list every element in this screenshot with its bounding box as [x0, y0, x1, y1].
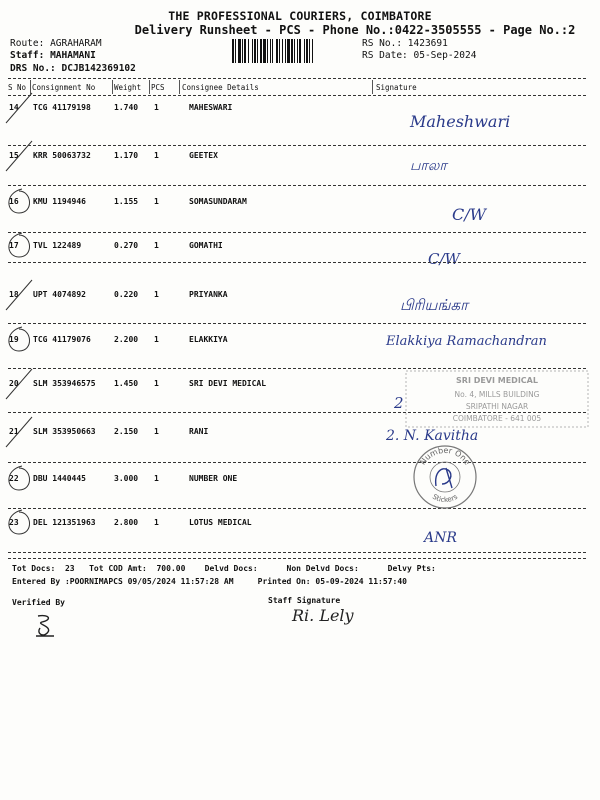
- staff-signature-label: Staff Signature: [268, 596, 341, 605]
- header-bottom-rule: [8, 95, 586, 96]
- col-consignee: Consignee Details: [182, 83, 259, 92]
- sno-handmark-icon: [2, 227, 36, 267]
- row-signature: பாலா: [410, 158, 447, 174]
- row-sno: 15: [9, 151, 19, 160]
- shop-stamp: [404, 369, 590, 429]
- row-pcs: 1: [154, 290, 159, 299]
- row-sno: 20: [9, 379, 19, 388]
- col-signature: Signature: [376, 83, 417, 92]
- row-sno: 16: [9, 197, 19, 206]
- row-separator: [8, 232, 586, 233]
- row-consignment: TCG 41179076: [33, 335, 91, 344]
- row-weight: 2.150: [114, 427, 139, 436]
- row-sno: 23: [9, 518, 19, 527]
- col-pcs: PCS: [151, 83, 165, 92]
- verified-sign-mark: [32, 612, 60, 640]
- totals-top-rule: [8, 558, 586, 559]
- rs-date-line: [362, 50, 476, 61]
- row-consignment: KRR 50063732: [33, 151, 91, 160]
- row-weight: 0.220: [114, 290, 139, 299]
- row-consignment: UPT 4074892: [33, 290, 86, 299]
- row-pcs: 1: [154, 379, 159, 388]
- sno-handmark-icon: [2, 276, 36, 316]
- row-sno: 21: [9, 427, 19, 436]
- row-separator: [8, 185, 586, 186]
- svg-text:Stickers: [431, 493, 459, 505]
- row-consignee: ELAKKIYA: [189, 335, 228, 344]
- round-stamp-top: Number One: [418, 445, 472, 467]
- row-consignment: TVL 122489: [33, 241, 82, 250]
- row-weight: 1.155: [114, 197, 139, 206]
- route-value: AGRAHARAM: [50, 38, 102, 49]
- row-weight: 1.450: [114, 379, 139, 388]
- row-signature: ANR: [424, 530, 457, 546]
- route-line: [10, 38, 102, 49]
- row-consignee: NUMBER ONE: [189, 474, 238, 483]
- row-consignment: SLM 353950663: [33, 427, 96, 436]
- row-consignment: KMU 1194946: [33, 197, 86, 206]
- row-weight: 2.800: [114, 518, 139, 527]
- stamp-line4: COIMBATORE - 641 005: [452, 414, 542, 423]
- rs-no-label: RS No.:: [362, 38, 403, 49]
- row-consignee: SRI DEVI MEDICAL: [189, 379, 267, 388]
- staff-signature-mark: Ri. Lely: [292, 606, 354, 625]
- sno-handmark-icon: [2, 504, 36, 544]
- row-pcs: 1: [154, 151, 159, 160]
- row-consignee: MAHESWARI: [189, 103, 233, 112]
- round-stamp: [412, 444, 478, 510]
- company-name: THE PROFESSIONAL COURIERS, COIMBATORE: [168, 9, 432, 23]
- row-weight: 2.200: [114, 335, 139, 344]
- col-sno: S No: [8, 83, 27, 92]
- row-consignee: GOMATHI: [189, 241, 223, 250]
- staff-label: Staff:: [10, 50, 45, 61]
- col-consignment: Consignment No: [32, 83, 96, 92]
- row-consignee: GEETEX: [189, 151, 218, 160]
- row-pcs: 1: [154, 241, 159, 250]
- row-pcs: 1: [154, 197, 159, 206]
- row-separator: [8, 323, 586, 324]
- sno-handmark-icon: [2, 89, 36, 129]
- row-separator: [8, 145, 586, 146]
- row-separator: [8, 262, 586, 263]
- row-consignment: DBU 1440445: [33, 474, 86, 483]
- row-separator: [8, 462, 586, 463]
- row-signature: 2: [394, 394, 404, 412]
- row-pcs: 1: [154, 103, 159, 112]
- rs-no-value: 1423691: [407, 38, 448, 49]
- rs-date-value: 05-Sep-2024: [413, 50, 477, 61]
- svg-text:Number One: [418, 446, 472, 467]
- drs-line: [10, 63, 136, 74]
- sheet-title: Delivery Runsheet - PCS - Phone No.:0422-3505555 - Page No.:2: [134, 23, 576, 37]
- rs-date-label: RS Date:: [362, 50, 408, 61]
- row-consignment: SLM 353946575: [33, 379, 96, 388]
- row-consignee: PRIYANKA: [189, 290, 228, 299]
- row-signature: Elakkiya Ramachandran: [386, 334, 547, 349]
- verified-by-label: Verified By: [12, 598, 65, 607]
- drs-value: DCJB142369102: [61, 63, 136, 74]
- col-weight: Weight: [114, 83, 142, 92]
- staff-line: [10, 50, 96, 61]
- barcode-icon: [232, 39, 358, 63]
- rs-no-line: [362, 38, 448, 49]
- sno-handmark-icon: [2, 460, 36, 500]
- stamp-line1: SRI DEVI MEDICAL: [456, 376, 538, 385]
- drs-label: DRS No.:: [10, 63, 56, 74]
- sno-handmark-icon: [2, 413, 36, 453]
- sno-handmark-icon: [2, 137, 36, 177]
- row-signature: C/W: [428, 250, 460, 268]
- sno-handmark-icon: [2, 365, 36, 405]
- row-separator: [8, 508, 586, 509]
- row-pcs: 1: [154, 518, 159, 527]
- row-sno: 22: [9, 474, 19, 483]
- totals-line: Tot Docs: 23 Tot COD Amt: 700.00 Delvd Docs: Non Delvd Docs: Delvy Pts:: [12, 564, 436, 573]
- sno-handmark-icon: [2, 321, 36, 361]
- row-sno: 18: [9, 290, 19, 299]
- row-pcs: 1: [154, 474, 159, 483]
- row-sno: 17: [9, 241, 19, 250]
- row-consignment: DEL 121351963: [33, 518, 96, 527]
- row-weight: 0.270: [114, 241, 139, 250]
- row-sno: 19: [9, 335, 19, 344]
- row-signature: Maheshwari: [410, 112, 511, 131]
- header-top-rule: [8, 78, 586, 79]
- row-consignee: SOMASUNDARAM: [189, 197, 247, 206]
- row-sno: 14: [9, 103, 19, 112]
- row-signature: 2. N. Kavitha: [386, 428, 479, 444]
- row-pcs: 1: [154, 427, 159, 436]
- row-weight: 3.000: [114, 474, 139, 483]
- stamp-line2: No. 4, MILLS BUILDING: [454, 390, 540, 399]
- sno-handmark-icon: [2, 183, 36, 223]
- row-consignee: RANI: [189, 427, 209, 436]
- route-label: Route:: [10, 38, 45, 49]
- row-pcs: 1: [154, 335, 159, 344]
- row-weight: 1.170: [114, 151, 139, 160]
- row-weight: 1.740: [114, 103, 139, 112]
- stamp-line3: SRIPATHI NAGAR: [465, 402, 529, 411]
- row-signature: பிரியங்கா: [400, 296, 468, 314]
- row-consignee: LOTUS MEDICAL: [189, 518, 252, 527]
- row-signature: C/W: [452, 205, 487, 224]
- staff-value: MAHAMANI: [50, 50, 96, 61]
- row-separator: [8, 552, 586, 553]
- round-stamp-bottom: Stickers: [430, 492, 460, 505]
- row-consignment: TCG 41179198: [33, 103, 91, 112]
- entered-by-line: Entered By :POORNIMAPCS 09/05/2024 11:57:28 AM Printed On: 05-09-2024 11:57:40: [12, 577, 407, 586]
